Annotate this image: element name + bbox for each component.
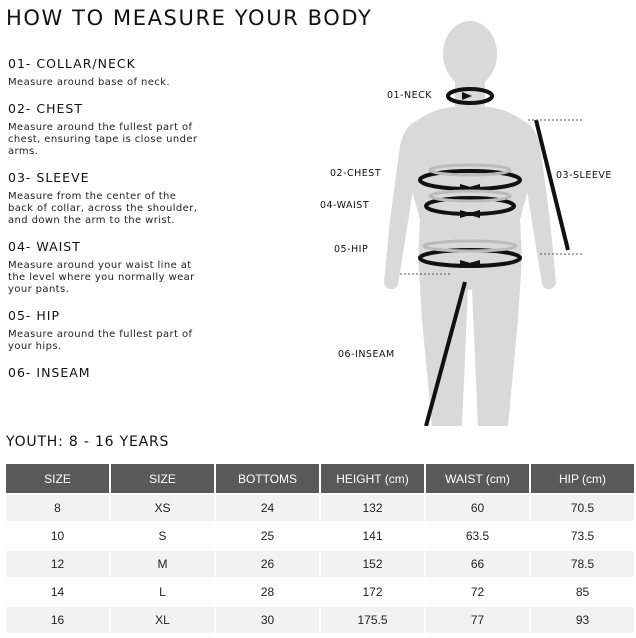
table-cell: 28 — [216, 579, 319, 605]
table-cell: S — [111, 523, 214, 549]
guide-heading: 01- COLLAR/NECK — [8, 56, 136, 71]
table-cell: XS — [111, 495, 214, 521]
body-silhouette — [384, 21, 556, 426]
page-title: HOW TO MEASURE YOUR BODY — [6, 6, 373, 30]
guide-description: Measure around the fullest part of chest, ensuring tape is close under arms. — [8, 122, 198, 157]
table-cell: 14 — [6, 579, 109, 605]
table-row — [6, 523, 634, 549]
chest-label: 02-CHEST — [330, 168, 382, 179]
guide-item-hip — [8, 308, 203, 353]
guide-item-chest — [8, 101, 203, 158]
header-waist: WAIST (cm) — [426, 464, 529, 493]
table-cell: 175.5 — [321, 607, 424, 633]
guide-heading: 04- WAIST — [8, 239, 81, 254]
table-cell: 141 — [321, 523, 424, 549]
table-cell: 63.5 — [426, 523, 529, 549]
guide-item-inseam — [8, 365, 203, 380]
table-cell: 93 — [531, 607, 634, 633]
guide-heading: 03- SLEEVE — [8, 170, 90, 185]
table-row — [6, 607, 634, 633]
table-cell: 16 — [6, 607, 109, 633]
table-cell: 77 — [426, 607, 529, 633]
table-cell: 26 — [216, 551, 319, 577]
table-cell: M — [111, 551, 214, 577]
table-cell: 8 — [6, 495, 109, 521]
table-cell: 132 — [321, 495, 424, 521]
table-cell: 66 — [426, 551, 529, 577]
neck-label: 01-NECK — [387, 90, 432, 101]
table-cell: 85 — [531, 579, 634, 605]
body-figure — [300, 20, 636, 426]
guide-item-neck — [8, 56, 203, 89]
header-size: SIZE — [6, 464, 109, 493]
sleeve-label: 03-SLEEVE — [556, 170, 612, 181]
table-row — [6, 551, 634, 577]
table-cell: 70.5 — [531, 495, 634, 521]
table-cell: 73.5 — [531, 523, 634, 549]
table-row — [6, 579, 634, 605]
youth-size-title: YOUTH: 8 - 16 YEARS — [6, 434, 170, 450]
table-cell: 10 — [6, 523, 109, 549]
waist-label: 04-WAIST — [320, 200, 370, 211]
guide-description: Measure around the fullest part of your hips. — [8, 329, 193, 352]
table-header-row — [6, 464, 634, 493]
guide-item-sleeve — [8, 170, 203, 227]
table-cell: 152 — [321, 551, 424, 577]
table-cell: 30 — [216, 607, 319, 633]
measurement-guide — [8, 56, 203, 424]
table-cell: 78.5 — [531, 551, 634, 577]
table-cell: 25 — [216, 523, 319, 549]
table-cell: 24 — [216, 495, 319, 521]
guide-description: Measure around your waist line at the level where you normally wear your pants. — [8, 260, 195, 295]
guide-item-waist — [8, 239, 203, 296]
table-cell: 60 — [426, 495, 529, 521]
header-size-letter: SIZE — [111, 464, 214, 493]
table-cell: XL — [111, 607, 214, 633]
guide-heading: 06- INSEAM — [8, 365, 91, 380]
header-height: HEIGHT (cm) — [321, 464, 424, 493]
header-hip: HIP (cm) — [531, 464, 634, 493]
header-bottoms: BOTTOMS — [216, 464, 319, 493]
table-cell: 172 — [321, 579, 424, 605]
table-cell: 12 — [6, 551, 109, 577]
inseam-label: 06-INSEAM — [338, 349, 395, 360]
guide-heading: 02- CHEST — [8, 101, 83, 116]
table-row — [6, 495, 634, 521]
body-silhouette-image — [300, 20, 636, 426]
table-cell: L — [111, 579, 214, 605]
hip-label: 05-HIP — [334, 244, 369, 255]
guide-heading: 05- HIP — [8, 308, 61, 323]
size-chart-table — [4, 462, 636, 635]
guide-description: Measure around base of neck. — [8, 77, 171, 88]
table-cell: 72 — [426, 579, 529, 605]
guide-description: Measure from the center of the back of collar, across the shoulder, and down the arm to the wrist. — [8, 191, 198, 226]
